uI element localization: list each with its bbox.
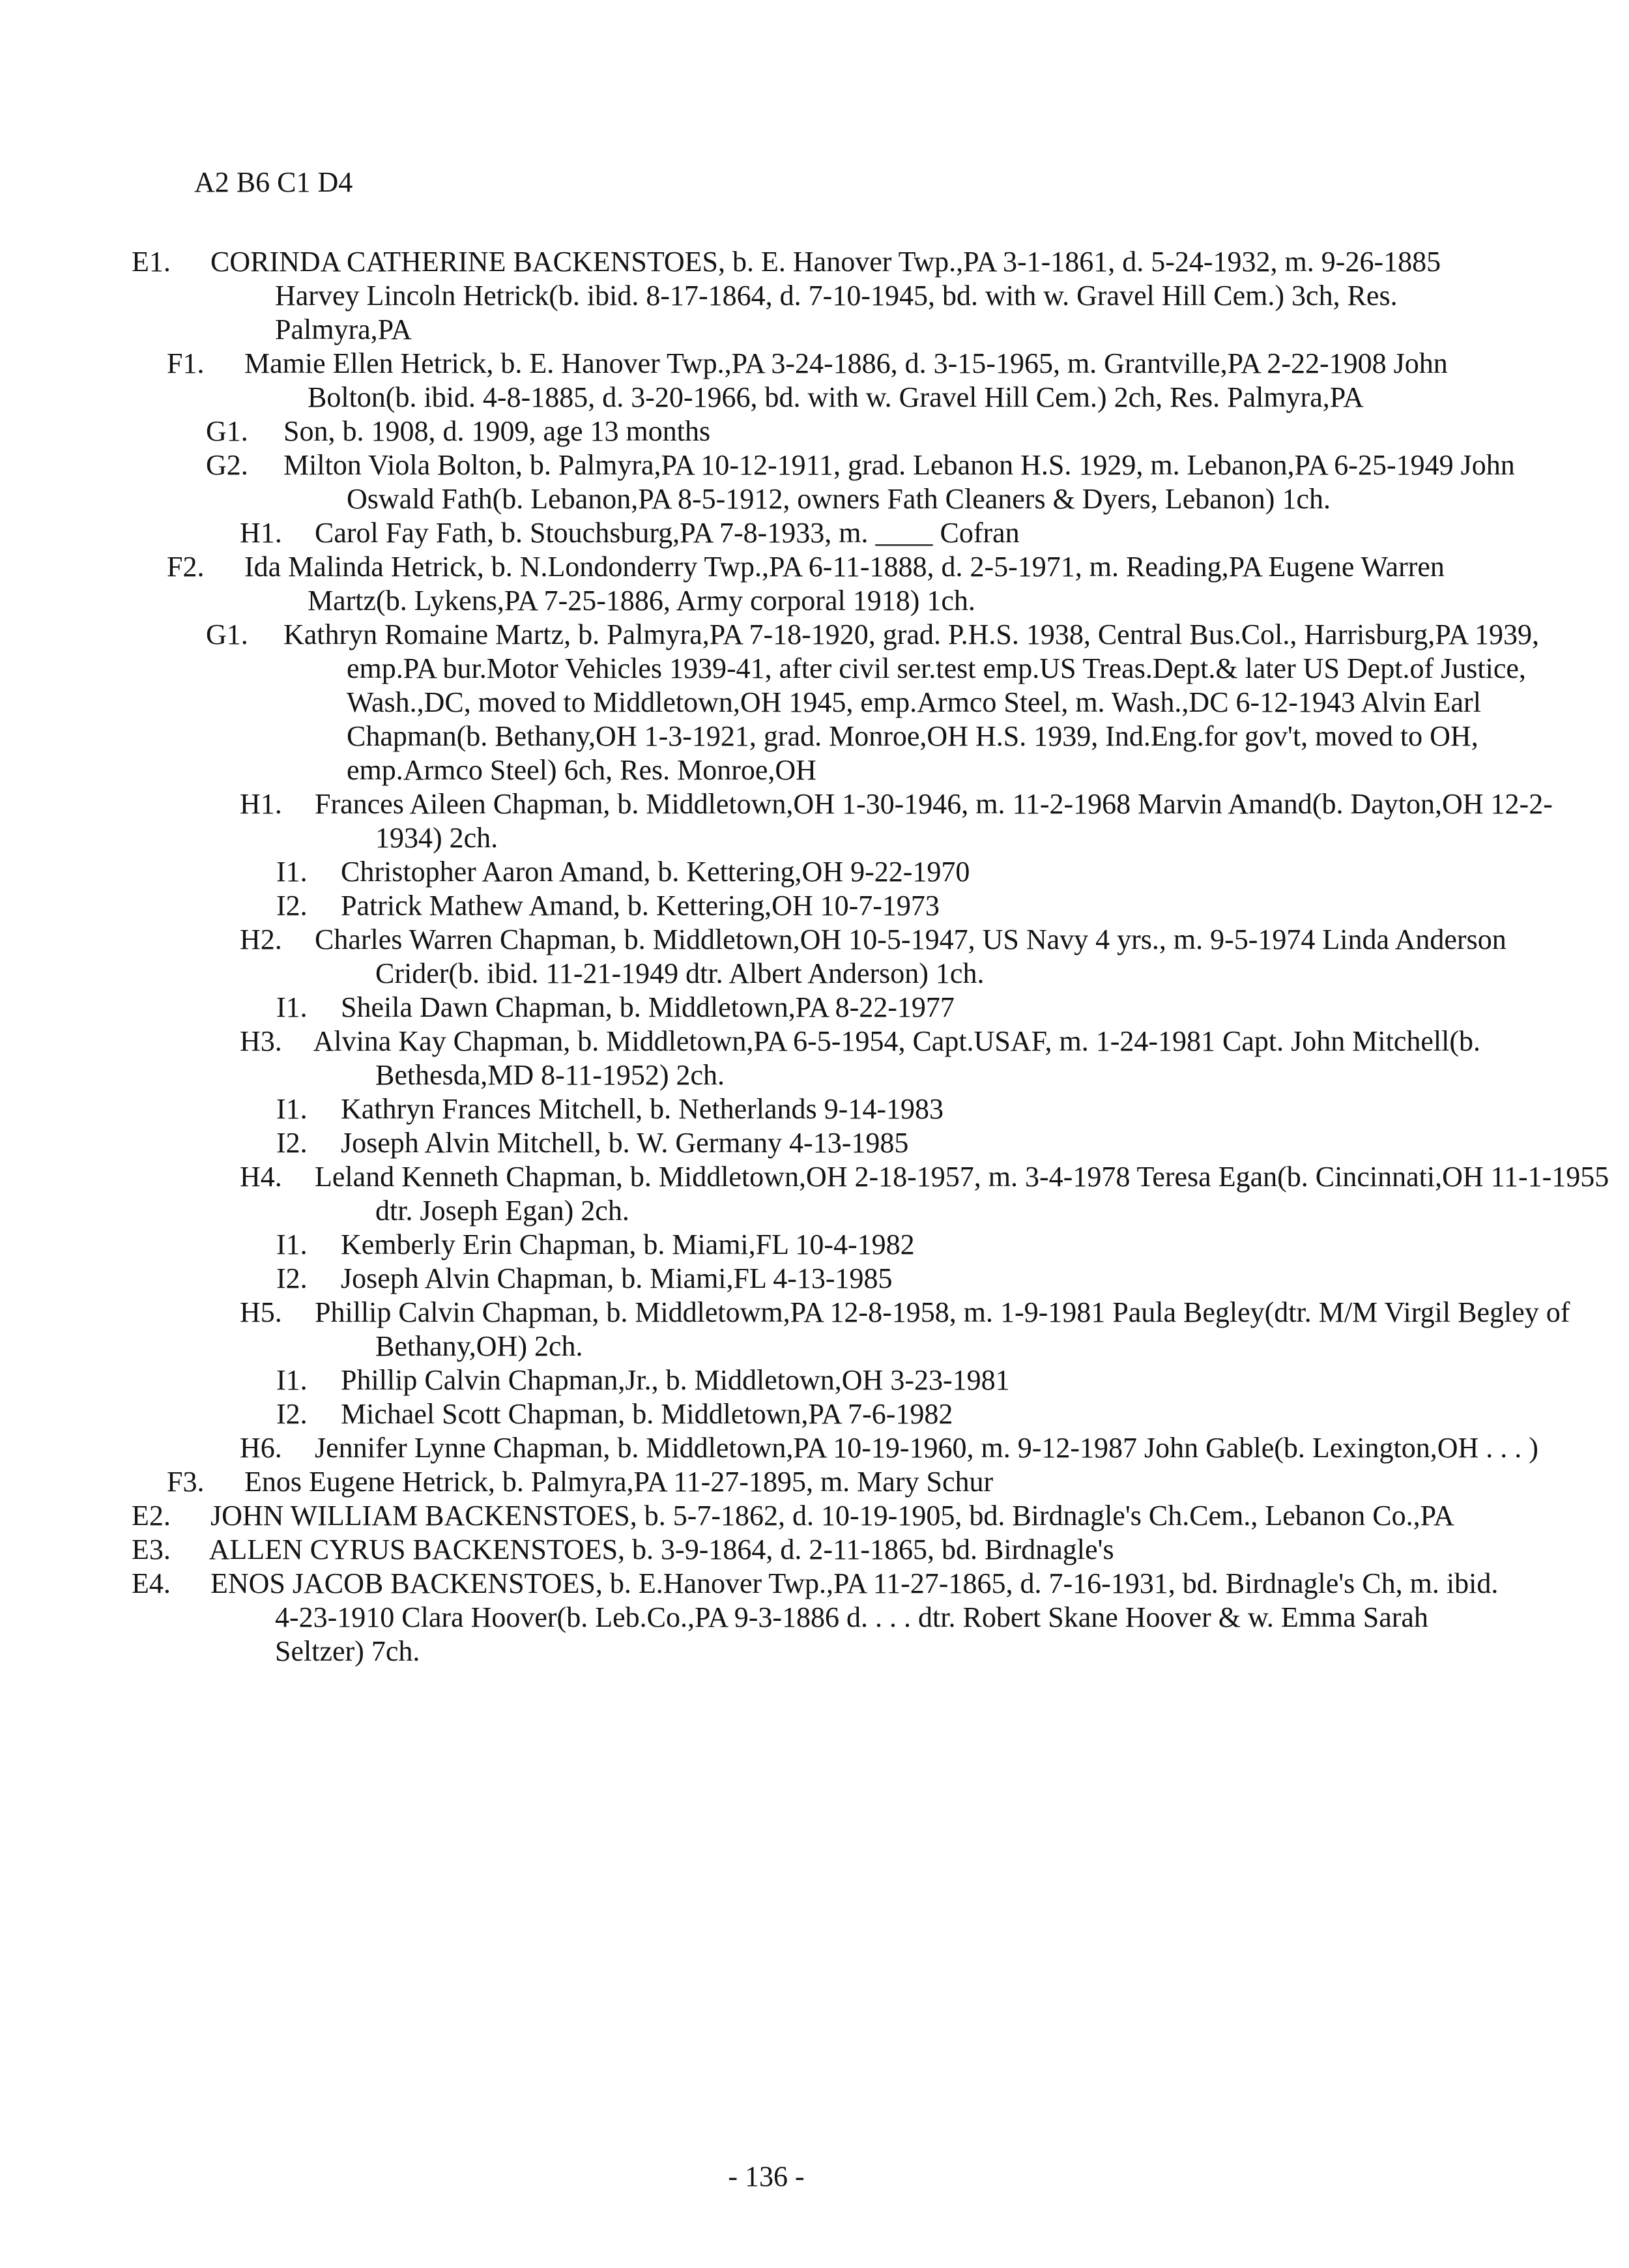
entry-text: Phillip Calvin Chapman, b. Middletowm,PA 12-8-1958, m. 1-9-1981 Paula Begley(dtr. M/M Virgil Begley of Bethany,OH) 2ch.	[315, 1296, 1578, 1362]
entry-text: Joseph Alvin Mitchell, b. W. Germany 4-13-1985	[341, 1127, 909, 1159]
entry-text: Charles Warren Chapman, b. Middletown,OH 10-5-1947, US Navy 4 yrs., m. 9-5-1974 Linda Anderson Crider(b. ibid. 11-21-1949 dtr. Albert Anderson) 1ch.	[315, 923, 1514, 989]
entry-text: Carol Fay Fath, b. Stouchsburg,PA 7-8-1933, m. ____ Cofran	[315, 517, 1020, 549]
genealogy-entry: I1. Phillip Calvin Chapman,Jr., b. Middletown,OH 3-23-1981	[276, 1364, 1010, 1396]
genealogy-entry: I1. Kathryn Frances Mitchell, b. Netherlands 9-14-1983	[276, 1093, 944, 1125]
entry-text: Sheila Dawn Chapman, b. Middletown,PA 8-22-1977	[341, 991, 955, 1023]
genealogy-entry: I1. Christopher Aaron Amand, b. Kettering,OH 9-22-1970	[276, 856, 970, 888]
entry-text: Frances Aileen Chapman, b. Middletown,OH 1-30-1946, m. 11-2-1968 Marvin Amand(b. Dayton,OH 12-2-1934) 2ch.	[315, 788, 1553, 854]
genealogy-entry: I1. Sheila Dawn Chapman, b. Middletown,PA 8-22-1977	[276, 991, 955, 1023]
genealogy-entry: H1. Frances Aileen Chapman, b. Middletown,OH 1-30-1946, m. 11-2-1968 Marvin Amand(b. Dayton,OH 12-2-1934) 2ch.	[240, 788, 1553, 854]
entry-text: Phillip Calvin Chapman,Jr., b. Middletown,OH 3-23-1981	[341, 1364, 1010, 1396]
entry-text: Mamie Ellen Hetrick, b. E. Hanover Twp.,PA 3-24-1886, d. 3-15-1965, m. Grantville,PA 2-22-1908 John Bolton(b. ibid. 4-8-1885, d. 3-20-1966, bd. with w. Gravel Hill Cem.) 2ch, Res. Palmyra,PA	[244, 347, 1455, 413]
entry-text: Christopher Aaron Amand, b. Kettering,OH 9-22-1970	[341, 856, 970, 888]
entry-text: Kathryn Frances Mitchell, b. Netherlands 9-14-1983	[341, 1093, 944, 1125]
entry-text: Kathryn Romaine Martz, b. Palmyra,PA 7-18-1920, grad. P.H.S. 1938, Central Bus.Col., Harrisburg,PA 1939, emp.PA bur.Motor Vehicles 1939-41, after civil ser.test emp.US Treas.Dept.& later US Dept.of Justice, Wash.,DC, moved to Middletown,OH 1945, emp.Armco Steel, m. Wash.,DC 6-12-1943 Alvin Earl Chapman(b. Bethany,OH 1-3-1921, grad. Monroe,OH H.S. 1939, Ind.Eng.for gov't, moved to OH, emp.Armco Steel) 6ch, Res. Monroe,OH	[283, 618, 1546, 786]
entry-text: Enos Eugene Hetrick, b. Palmyra,PA 11-27-1895, m. Mary Schur	[244, 1466, 994, 1498]
genealogy-entry: H2. Charles Warren Chapman, b. Middletown,OH 10-5-1947, US Navy 4 yrs., m. 9-5-1974 Linda Anderson Crider(b. ibid. 11-21-1949 dtr. Albert Anderson) 1ch.	[240, 923, 1514, 989]
entry-text: CORINDA CATHERINE BACKENSTOES, b. E. Hanover Twp.,PA 3-1-1861, d. 5-24-1932, m. 9-26-1885 Harvey Lincoln Hetrick(b. ibid. 8-17-1864, d. 7-10-1945, bd. with w. Gravel Hill Cem.) 3ch, Res. Palmyra,PA	[210, 246, 1449, 345]
genealogy-entry: E4. ENOS JACOB BACKENSTOES, b. E.Hanover Twp.,PA 11-27-1865, d. 7-16-1931, bd. Birdnagle's Ch, m. ibid. 4-23-1910 Clara Hoover(b. Leb.Co.,PA 9-3-1886 d. . . . dtr. Robert Skane Hoover & w. Emma Sarah Seltzer) 7ch.	[132, 1567, 1506, 1667]
genealogy-entry: G1. Kathryn Romaine Martz, b. Palmyra,PA 7-18-1920, grad. P.H.S. 1938, Central Bus.Col., Harrisburg,PA 1939, emp.PA bur.Motor Vehicles 1939-41, after civil ser.test emp.US Treas.Dept.& later US Dept.of Justice, Wash.,DC, moved to Middletown,OH 1945, emp.Armco Steel, m. Wash.,DC 6-12-1943 Alvin Earl Chapman(b. Bethany,OH 1-3-1921, grad. Monroe,OH H.S. 1939, Ind.Eng.for gov't, moved to OH, emp.Armco Steel) 6ch, Res. Monroe,OH	[206, 618, 1546, 786]
entry-text: Jennifer Lynne Chapman, b. Middletown,PA 10-19-1960, m. 9-12-1987 John Gable(b. Lexington,OH . . . )	[315, 1432, 1538, 1464]
genealogy-entry: E3. ALLEN CYRUS BACKENSTOES, b. 3-9-1864, d. 2-11-1865, bd. Birdnagle's	[132, 1534, 1114, 1565]
genealogy-entry: H5. Phillip Calvin Chapman, b. Middletowm,PA 12-8-1958, m. 1-9-1981 Paula Begley(dtr. M/M Virgil Begley of Bethany,OH) 2ch.	[240, 1296, 1578, 1362]
genealogy-entry: G1. Son, b. 1908, d. 1909, age 13 months	[206, 415, 711, 447]
entry-text: Kemberly Erin Chapman, b. Miami,FL 10-4-1982	[341, 1228, 915, 1260]
genealogy-entry: G2. Milton Viola Bolton, b. Palmyra,PA 10-12-1911, grad. Lebanon H.S. 1929, m. Lebanon,PA 6-25-1949 John Oswald Fath(b. Lebanon,PA 8-5-1912, owners Fath Cleaners & Dyers, Lebanon) 1ch.	[206, 449, 1522, 515]
entry-text: ENOS JACOB BACKENSTOES, b. E.Hanover Twp.,PA 11-27-1865, d. 7-16-1931, bd. Birdnagle's Ch, m. ibid. 4-23-1910 Clara Hoover(b. Leb.Co.,PA 9-3-1886 d. . . . dtr. Robert Skane Hoover & w. Emma Sarah Seltzer) 7ch.	[210, 1567, 1506, 1667]
entry-text: Alvina Kay Chapman, b. Middletown,PA 6-5-1954, Capt.USAF, m. 1-24-1981 Capt. John Mitchell(b. Bethesda,MD 8-11-1952) 2ch.	[313, 1025, 1488, 1091]
entry-text: Leland Kenneth Chapman, b. Middletown,OH 2-18-1957, m. 3-4-1978 Teresa Egan(b. Cincinnati,OH 11-1-1955 dtr. Joseph Egan) 2ch.	[315, 1161, 1617, 1227]
lineage-header: A2 B6 C1 D4	[194, 166, 353, 198]
genealogy-entry: I1. Kemberly Erin Chapman, b. Miami,FL 10-4-1982	[276, 1228, 915, 1260]
entry-text: JOHN WILLIAM BACKENSTOES, b. 5-7-1862, d. 10-19-1905, bd. Birdnagle's Ch.Cem., Lebanon Co.,PA	[210, 1500, 1454, 1532]
genealogy-entry: H1. Carol Fay Fath, b. Stouchsburg,PA 7-8-1933, m. ____ Cofran	[240, 517, 1020, 549]
genealogy-entry: I2. Joseph Alvin Chapman, b. Miami,FL 4-13-1985	[276, 1262, 893, 1294]
entry-text: Michael Scott Chapman, b. Middletown,PA 7-6-1982	[341, 1398, 953, 1430]
genealogy-entry: E2. JOHN WILLIAM BACKENSTOES, b. 5-7-1862, d. 10-19-1905, bd. Birdnagle's Ch.Cem., Lebanon Co.,PA	[132, 1500, 1454, 1532]
entry-text: ALLEN CYRUS BACKENSTOES, b. 3-9-1864, d. 2-11-1865, bd. Birdnagle's	[209, 1534, 1114, 1565]
entry-text: Joseph Alvin Chapman, b. Miami,FL 4-13-1985	[341, 1262, 893, 1294]
entry-text: Ida Malinda Hetrick, b. N.Londonderry Twp.,PA 6-11-1888, d. 2-5-1971, m. Reading,PA Eugene Warren Martz(b. Lykens,PA 7-25-1886, Army corporal 1918) 1ch.	[244, 551, 1452, 617]
entry-text: Patrick Mathew Amand, b. Kettering,OH 10-7-1973	[341, 890, 940, 922]
genealogy-entry: H3. Alvina Kay Chapman, b. Middletown,PA 6-5-1954, Capt.USAF, m. 1-24-1981 Capt. John Mitchell(b. Bethesda,MD 8-11-1952) 2ch.	[240, 1025, 1488, 1091]
entry-text: Son, b. 1908, d. 1909, age 13 months	[283, 415, 711, 447]
genealogy-entries	[0, 245, 1617, 1668]
genealogy-entry: H6. Jennifer Lynne Chapman, b. Middletown,PA 10-19-1960, m. 9-12-1987 John Gable(b. Lexington,OH . . . )	[240, 1432, 1538, 1464]
genealogy-entry: E1. CORINDA CATHERINE BACKENSTOES, b. E. Hanover Twp.,PA 3-1-1861, d. 5-24-1932, m. 9-26-1885 Harvey Lincoln Hetrick(b. ibid. 8-17-1864, d. 7-10-1945, bd. with w. Gravel Hill Cem.) 3ch, Res. Palmyra,PA	[132, 246, 1449, 345]
genealogy-entry: F2. Ida Malinda Hetrick, b. N.Londonderry Twp.,PA 6-11-1888, d. 2-5-1971, m. Reading,PA Eugene Warren Martz(b. Lykens,PA 7-25-1886, Army corporal 1918) 1ch.	[167, 551, 1452, 617]
page-number: - 136 -	[728, 2160, 805, 2192]
genealogy-entry: I2. Michael Scott Chapman, b. Middletown,PA 7-6-1982	[276, 1398, 953, 1430]
entry-text: Milton Viola Bolton, b. Palmyra,PA 10-12-1911, grad. Lebanon H.S. 1929, m. Lebanon,PA 6-25-1949 John Oswald Fath(b. Lebanon,PA 8-5-1912, owners Fath Cleaners & Dyers, Lebanon) 1ch.	[283, 449, 1522, 515]
genealogy-entry: H4. Leland Kenneth Chapman, b. Middletown,OH 2-18-1957, m. 3-4-1978 Teresa Egan(b. Cincinnati,OH 11-1-1955 dtr. Joseph Egan) 2ch.	[240, 1161, 1617, 1227]
genealogy-entry: F3. Enos Eugene Hetrick, b. Palmyra,PA 11-27-1895, m. Mary Schur	[167, 1466, 994, 1498]
genealogy-entry: I2. Joseph Alvin Mitchell, b. W. Germany 4-13-1985	[276, 1127, 909, 1159]
genealogy-entry: I2. Patrick Mathew Amand, b. Kettering,OH 10-7-1973	[276, 890, 940, 922]
genealogy-entry: F1. Mamie Ellen Hetrick, b. E. Hanover Twp.,PA 3-24-1886, d. 3-15-1965, m. Grantville,PA 2-22-1908 John Bolton(b. ibid. 4-8-1885, d. 3-20-1966, bd. with w. Gravel Hill Cem.) 2ch, Res. Palmyra,PA	[167, 347, 1455, 413]
